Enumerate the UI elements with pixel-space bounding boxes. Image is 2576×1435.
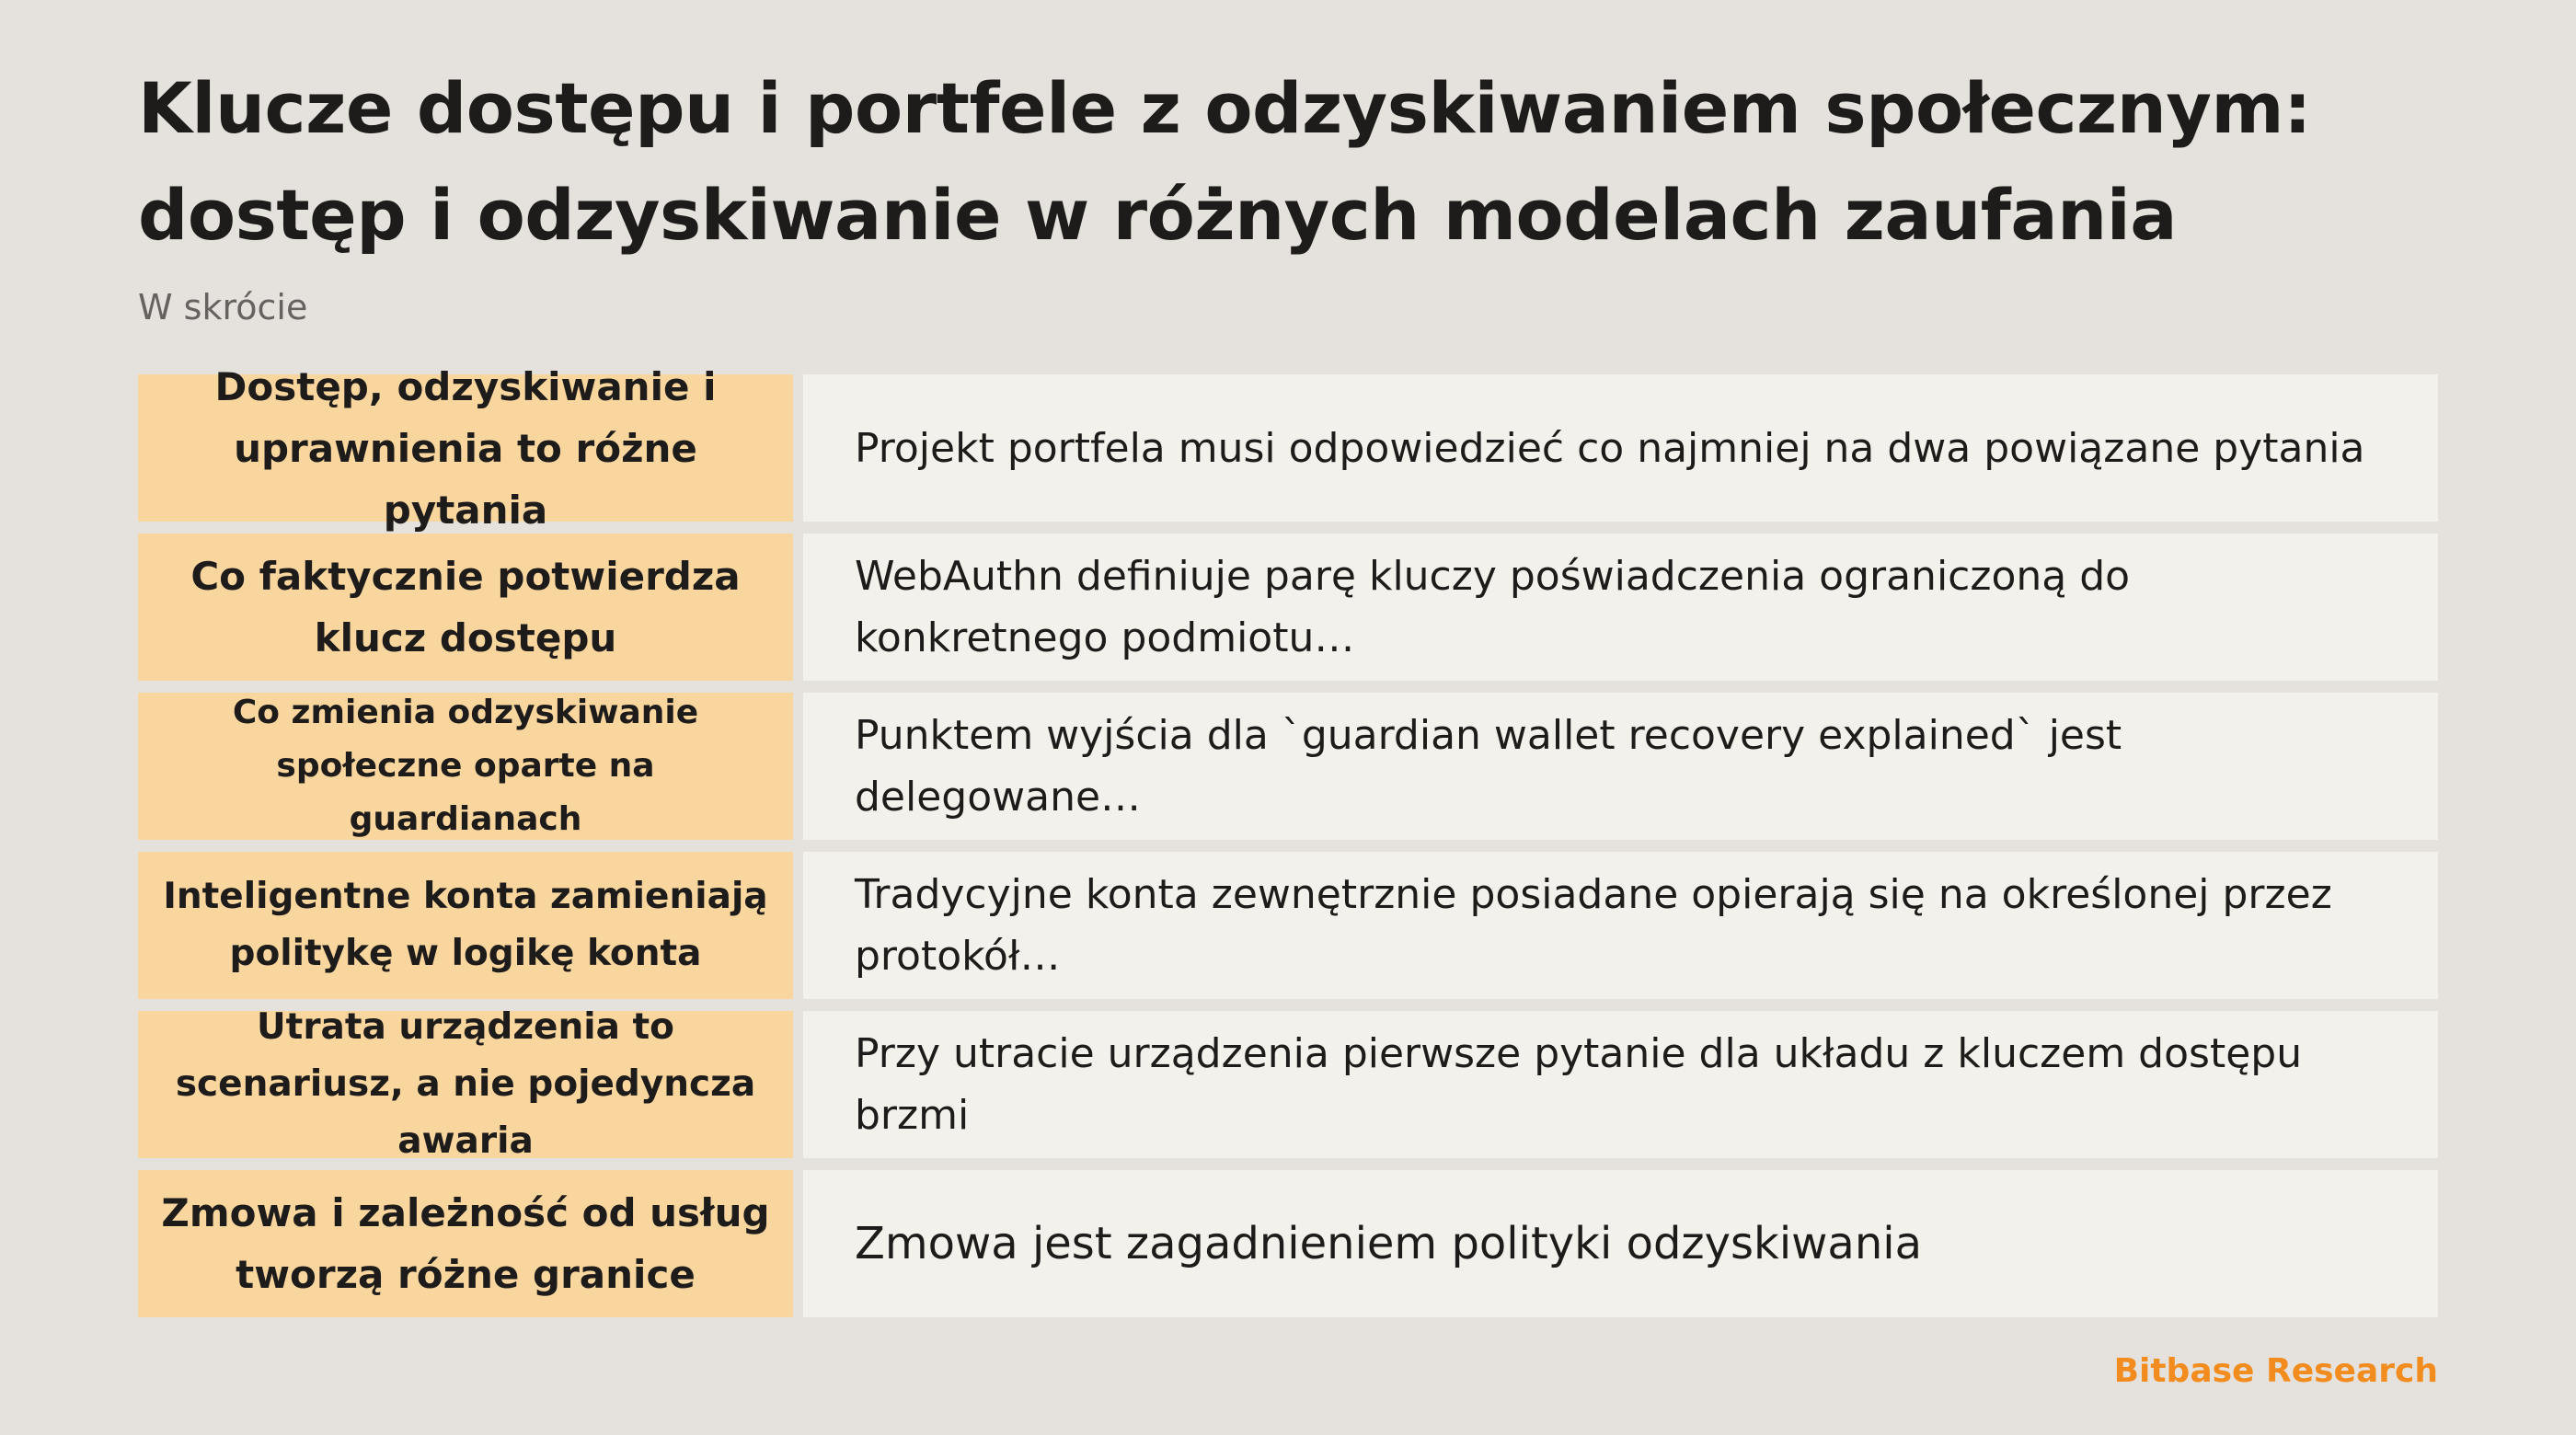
brand-footer: Bitbase Research [2113, 1352, 2438, 1390]
row-key: Dostęp, odzyskiwanie i uprawnienia to różne pytania [138, 374, 793, 522]
table-row [138, 363, 2438, 533]
row-key: Co faktycznie potwierdza klucz dostępu [138, 534, 793, 681]
row-value: Przy utracie urządzenia pierwsze pytanie dla układu z kluczem dostępu brzmi [803, 1011, 2438, 1158]
page-subtitle: W skrócie [138, 287, 308, 327]
row-value: Punktem wyjścia dla `guardian wallet recovery explained` jest delegowane… [803, 693, 2438, 840]
row-value: Zmowa jest zagadnieniem polityki odzyskiwania [803, 1170, 2438, 1317]
page-title: Klucze dostępu i portfele z odzyskiwaniem społecznym: dostęp i odzyskiwanie w różnych modelach zaufania [138, 67, 2312, 256]
row-value: Tradycyjne konta zewnętrznie posiadane opierają się na określonej przez protokół… [803, 852, 2438, 999]
table-row [138, 534, 2438, 681]
row-key: Utrata urządzenia to scenariusz, a nie pojedyncza awaria [138, 1011, 793, 1158]
row-value: WebAuthn definiuje parę kluczy poświadczenia ograniczoną do konkretnego podmiotu… [803, 534, 2438, 681]
table-row [138, 852, 2438, 999]
table-row [138, 693, 2438, 840]
summary-table [138, 363, 2438, 1317]
row-value: Projekt portfela musi odpowiedzieć co najmniej na dwa powiązane pytania [803, 374, 2438, 522]
table-row [138, 1170, 2438, 1317]
row-key: Inteligentne konta zamieniają politykę w logikę konta [138, 852, 793, 999]
row-key: Zmowa i zależność od usług tworzą różne granice [138, 1170, 793, 1317]
table-row [138, 1006, 2438, 1162]
row-key: Co zmienia odzyskiwanie społeczne oparte na guardianach [138, 693, 793, 840]
